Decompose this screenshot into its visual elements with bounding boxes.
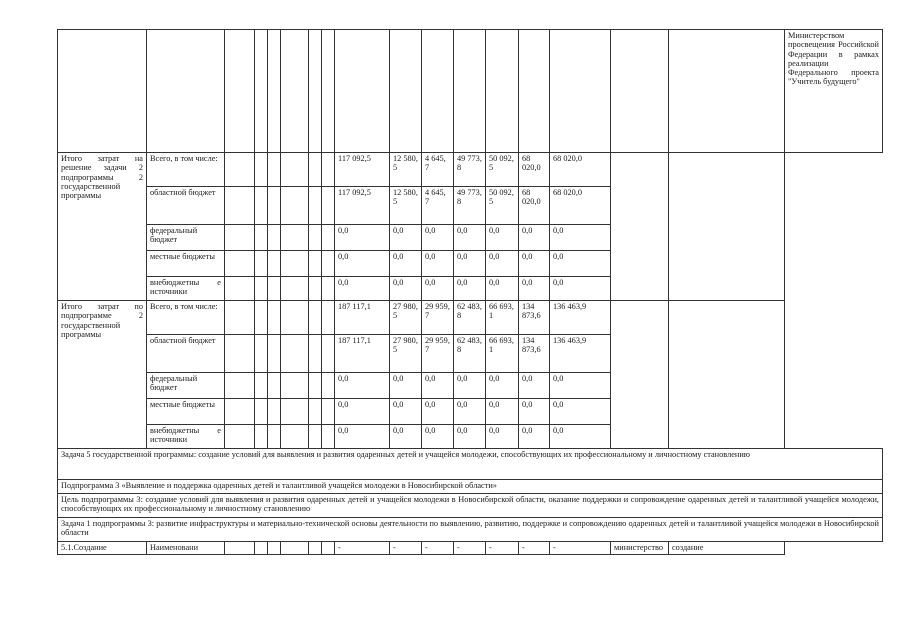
dash-cell: - [422,542,454,555]
section-heading-row [58,518,883,542]
block-title-cell: Итого затрат на решение задачи 2 подпрограммы 2 государственной программы [58,153,147,301]
blank-cell [255,335,268,373]
amount-cell: 117 092,5 [335,187,390,225]
amount-cell: 66 693, 1 [486,335,519,373]
blank-cell [268,335,281,373]
blank-cell [255,277,268,301]
amount-cell: 0,0 [422,425,454,449]
blank-cell [309,30,322,153]
dash-cell: - [550,542,611,555]
budget-table-body [58,30,883,555]
amount-cell: 0,0 [454,399,486,425]
blank-cell [255,30,268,153]
amount-cell: 0,0 [422,277,454,301]
section-heading-row [58,494,883,518]
blank-cell [309,373,322,399]
blank-cell [309,153,322,187]
blank-cell [225,335,255,373]
amount-cell: 0,0 [335,373,390,399]
blank-cell [225,373,255,399]
blank-cell [281,277,309,301]
amount-cell: 0,0 [390,277,422,301]
amount-cell: 0,0 [335,277,390,301]
blank-cell [322,153,335,187]
blank-cell [255,301,268,335]
blank-cell [268,251,281,277]
funding-source-cell: местные бюджеты [147,251,225,277]
budget-table [57,29,883,555]
blank-cell [322,277,335,301]
amount-cell: 50 092, 5 [486,187,519,225]
amount-cell: 0,0 [422,251,454,277]
dash-cell: - [486,542,519,555]
amount-cell: 0,0 [454,251,486,277]
blank-cell [669,301,785,449]
blank-cell [147,30,225,153]
amount-cell: 0,0 [519,373,550,399]
amount-cell: 0,0 [422,373,454,399]
blank-cell [281,251,309,277]
amount-cell: 66 693, 1 [486,301,519,335]
blank-cell [611,301,669,449]
blank-cell [322,225,335,251]
amount-cell: 49 773, 8 [454,153,486,187]
blank-cell [255,251,268,277]
blank-cell [225,301,255,335]
blank-cell [268,399,281,425]
amount-cell: 62 483, 8 [454,301,486,335]
measure-row [58,542,883,555]
blank-cell [309,542,322,555]
blank-cell [309,335,322,373]
amount-cell: 0,0 [550,251,611,277]
blank-cell [519,30,550,153]
amount-cell: 0,0 [550,399,611,425]
amount-cell: 27 980, 5 [390,335,422,373]
amount-cell: 62 483, 8 [454,335,486,373]
measure-item-cell: 5.1.Создание [58,542,147,555]
blank-cell [255,187,268,225]
blank-cell [225,187,255,225]
amount-cell: 0,0 [335,425,390,449]
blank-cell [225,225,255,251]
blank-cell [268,277,281,301]
result-cell: создание [669,542,785,555]
amount-cell: 0,0 [550,225,611,251]
amount-cell: 29 959, 7 [422,335,454,373]
blank-cell [422,30,454,153]
amount-cell: 0,0 [454,277,486,301]
blank-cell [225,251,255,277]
section-heading-task5: Задача 5 государственной программы: создание условий для выявления и развития одаренных детей и учащейся молодежи, способствующих их профессиональному и личностному становлению [58,449,883,480]
blank-cell [322,251,335,277]
amount-cell: 0,0 [486,277,519,301]
funding-source-cell: федеральный бюджет [147,225,225,251]
amount-cell: 0,0 [335,399,390,425]
amount-cell: 187 117,1 [335,301,390,335]
amount-cell: 134 873,6 [519,301,550,335]
blank-cell [255,225,268,251]
funding-source-cell: федеральный бюджет [147,373,225,399]
blank-cell [225,153,255,187]
section-heading-row [58,480,883,494]
blank-cell [281,301,309,335]
blank-cell [486,30,519,153]
blank-cell [255,425,268,449]
amount-cell: 0,0 [486,373,519,399]
blank-cell [255,153,268,187]
dash-cell: - [454,542,486,555]
blank-cell [309,225,322,251]
blank-cell [268,542,281,555]
blank-cell [281,425,309,449]
amount-cell: 0,0 [454,425,486,449]
amount-cell: 0,0 [550,425,611,449]
blank-cell [268,425,281,449]
amount-cell: 0,0 [486,225,519,251]
blank-cell [281,187,309,225]
blank-cell [255,542,268,555]
blank-cell [255,373,268,399]
blank-cell [669,30,785,153]
blank-cell [309,251,322,277]
blank-cell [669,153,785,301]
blank-cell [550,30,611,153]
blank-cell [281,542,309,555]
funding-source-cell: областной бюджет [147,335,225,373]
amount-cell: 68 020,0 [519,153,550,187]
funding-source-cell: Всего, в том числе: [147,153,225,187]
amount-cell: 29 959, 7 [422,301,454,335]
dash-cell: - [390,542,422,555]
amount-cell: 68 020,0 [519,187,550,225]
blank-cell [335,30,390,153]
blank-cell [268,373,281,399]
amount-cell: 0,0 [422,225,454,251]
funding-source-cell: Всего, в том числе: [147,301,225,335]
amount-cell: 0,0 [519,399,550,425]
amount-cell: 0,0 [335,225,390,251]
funding-source-cell: внебюджетны е источники [147,425,225,449]
amount-cell: 50 092, 5 [486,153,519,187]
amount-cell: 0,0 [454,373,486,399]
block-title-cell: Итого затрат по подпрограмме 2 государственной программы [58,301,147,449]
amount-cell: 136 463,9 [550,301,611,335]
blank-cell [225,30,255,153]
blank-cell [268,187,281,225]
amount-cell: 0,0 [486,251,519,277]
amount-cell: 4 645, 7 [422,153,454,187]
amount-cell: 0,0 [390,399,422,425]
dash-cell: - [335,542,390,555]
blank-cell [309,301,322,335]
blank-cell [268,225,281,251]
blank-cell [454,30,486,153]
blank-cell [611,153,669,301]
amount-cell: 0,0 [519,251,550,277]
blank-cell [309,277,322,301]
blank-cell [611,30,669,153]
blank-cell [225,425,255,449]
blank-cell [255,399,268,425]
blank-cell [225,542,255,555]
blank-cell [322,187,335,225]
amount-cell: 0,0 [486,425,519,449]
blank-cell [268,153,281,187]
blank-cell [225,277,255,301]
section-heading-subprogram3: Подпрограмма 3 «Выявление и поддержка одаренных детей и талантливой учащейся молодежи в Новосибирской области» [58,480,883,494]
measure-name-cell: Наименовани [147,542,225,555]
amount-cell: 0,0 [550,373,611,399]
blank-cell [322,30,335,153]
amount-cell: 27 980, 5 [390,301,422,335]
budget-table-sheet [57,29,882,555]
amount-cell: 12 580, 5 [390,153,422,187]
amount-cell: 0,0 [519,277,550,301]
amount-cell: 0,0 [335,251,390,277]
blank-cell [322,425,335,449]
amount-cell: 49 773, 8 [454,187,486,225]
dash-cell: - [519,542,550,555]
amount-cell: 117 092,5 [335,153,390,187]
amount-cell: 136 463,9 [550,335,611,373]
blank-cell [225,399,255,425]
top-note-cell: Министерством просвещения Российской Федерации в рамках реализации Федерального проекта "Учитель будущего" [785,30,883,153]
amount-cell: 4 645, 7 [422,187,454,225]
executor-cell: министерство [611,542,669,555]
blank-cell [309,187,322,225]
budget-row [58,153,883,187]
blank-cell [390,30,422,153]
amount-cell: 0,0 [390,225,422,251]
blank-cell [281,225,309,251]
amount-cell: 134 873,6 [519,335,550,373]
section-heading-goal3: Цель подпрограммы 3: создание условий для выявления и развития одаренных детей и учащейся молодежи в Новосибирской области, оказание поддержки и сопровождение одаренных детей и талантливой учащейся молодежи, способствующих их профессиональному и личностному становлению [58,494,883,518]
blank-cell [322,335,335,373]
blank-cell [268,30,281,153]
amount-cell: 12 580, 5 [390,187,422,225]
section-heading-row [58,449,883,480]
blank-cell [268,301,281,335]
amount-cell: 0,0 [550,277,611,301]
amount-cell: 0,0 [454,225,486,251]
amount-cell: 0,0 [486,399,519,425]
amount-cell: 0,0 [390,251,422,277]
amount-cell: 0,0 [422,399,454,425]
amount-cell: 0,0 [519,225,550,251]
blank-cell [58,30,147,153]
amount-cell: 68 020,0 [550,187,611,225]
funding-source-cell: местные бюджеты [147,399,225,425]
funding-source-cell: внебюджетны е источники [147,277,225,301]
blank-cell [281,30,309,153]
amount-cell: 0,0 [390,425,422,449]
top-continuation-row [58,30,883,153]
amount-cell: 68 020,0 [550,153,611,187]
blank-cell [322,542,335,555]
amount-cell: 187 117,1 [335,335,390,373]
blank-cell [281,373,309,399]
blank-cell [322,399,335,425]
blank-cell [322,301,335,335]
section-heading-task1: Задача 1 подпрограммы 3: развитие инфраструктуры и материально-технической основы деятельности по выявлению, развитию, поддержке и сопровождению одаренных детей и талантливой учащейся молодежи в Новосибирской области [58,518,883,542]
blank-cell [322,373,335,399]
amount-cell: 0,0 [390,373,422,399]
budget-row [58,301,883,335]
blank-cell [281,335,309,373]
blank-cell [309,399,322,425]
funding-source-cell: областной бюджет [147,187,225,225]
blank-cell [309,425,322,449]
blank-cell [281,153,309,187]
blank-cell [281,399,309,425]
amount-cell: 0,0 [519,425,550,449]
